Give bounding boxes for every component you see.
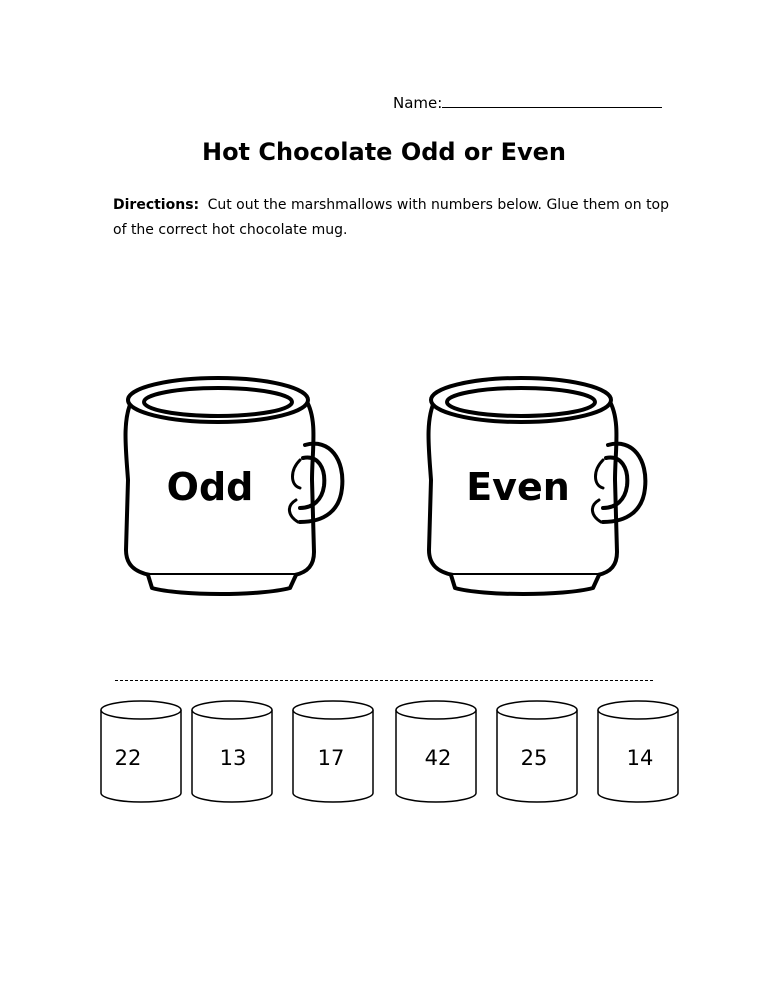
marshmallow-5[interactable] (598, 701, 678, 802)
page-title: Hot Chocolate Odd or Even (201, 138, 567, 166)
marshmallow-2[interactable] (293, 701, 373, 802)
mug-label-even: Even (466, 465, 570, 509)
directions-text: Cut out the marshmallows with numbers below. Glue them on top of the correct hot chocolate mug. (113, 197, 670, 238)
marshmallows (0, 695, 768, 810)
name-field[interactable] (393, 92, 662, 112)
directions-label: Directions: (113, 197, 200, 213)
name-label: Name: (393, 94, 443, 112)
marshmallow-number: 17 (317, 746, 345, 770)
marshmallow-number: 13 (219, 746, 247, 770)
mugs-illustration (0, 360, 768, 620)
mug-label-odd: Odd (166, 465, 254, 509)
marshmallow-1[interactable] (192, 701, 272, 802)
marshmallow-number: 42 (424, 746, 452, 770)
marshmallow-number: 22 (114, 746, 142, 770)
name-blank-line[interactable] (442, 92, 662, 108)
marshmallow-0[interactable] (101, 701, 181, 802)
marshmallow-number: 14 (626, 746, 654, 770)
marshmallow-3[interactable] (396, 701, 476, 802)
marshmallow-number: 25 (520, 746, 548, 770)
cut-line (115, 680, 653, 681)
directions (113, 193, 673, 243)
marshmallow-4[interactable] (497, 701, 577, 802)
